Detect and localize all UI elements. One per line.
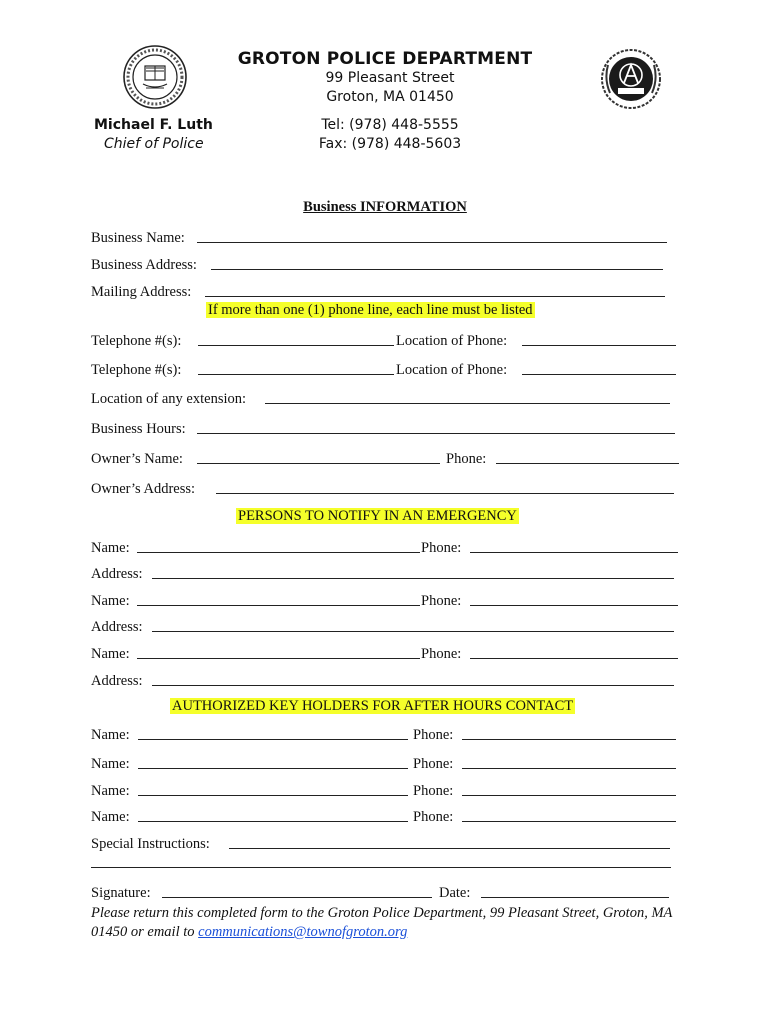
emergency-address-row [0, 564, 770, 584]
section-title: Business INFORMATION [303, 199, 467, 215]
owner-phone-field[interactable] [496, 463, 679, 464]
keyholder-name-label: Name: [91, 809, 130, 825]
keyholder-row [0, 725, 770, 745]
keyholders-heading [170, 697, 575, 715]
keyholder-name-field[interactable] [138, 795, 408, 796]
mailing-address-label: Mailing Address: [91, 284, 192, 300]
emergency-name-row [0, 538, 770, 558]
telephone-row-1 [0, 331, 770, 351]
keyholder-phone-label: Phone: [413, 727, 454, 743]
keyholder-name-label: Name: [91, 756, 130, 772]
emergency-phone-field[interactable] [470, 605, 678, 606]
location-of-phone-field[interactable] [522, 345, 676, 346]
return-instructions-text: Please return this completed form to the Groton Police Department, 99 Pleasant Street, Groton, MA 01450 or email to [91, 905, 673, 940]
location-of-phone-label: Location of Phone: [396, 362, 508, 378]
emergency-address-row [0, 617, 770, 637]
mailing-address-field[interactable] [205, 296, 665, 297]
telephone-number: Tel: (978) 448-5555 [321, 117, 459, 133]
owner-name-row [0, 449, 770, 469]
keyholder-name-label: Name: [91, 783, 130, 799]
email-link[interactable]: communications@townofgroton.org [198, 924, 408, 940]
special-instructions-label: Special Instructions: [91, 836, 210, 852]
chief-name: Michael F. Luth [94, 117, 213, 133]
emergency-phone-label: Phone: [421, 646, 462, 662]
telephone-field[interactable] [198, 345, 394, 346]
department-title: GROTON POLICE DEPARTMENT [237, 49, 533, 69]
keyholder-phone-field[interactable] [462, 821, 676, 822]
emergency-address-label: Address: [91, 566, 143, 582]
keyholder-phone-label: Phone: [413, 756, 454, 772]
owner-address-field[interactable] [216, 493, 674, 494]
date-label: Date: [439, 885, 471, 901]
keyholder-row [0, 807, 770, 827]
special-instructions-row [0, 834, 770, 854]
date-field[interactable] [481, 897, 669, 898]
emergency-address-row [0, 671, 770, 691]
location-of-phone-label: Location of Phone: [396, 333, 508, 349]
location-of-phone-field[interactable] [522, 374, 676, 375]
phone-line-note-text: If more than one (1) phone line, each line must be listed [208, 302, 533, 318]
telephone-label: Telephone #(s): [91, 333, 182, 349]
emergency-name-label: Name: [91, 646, 130, 662]
street-address: 99 Pleasant Street [325, 70, 455, 86]
owner-phone-label: Phone: [446, 451, 487, 467]
emergency-name-label: Name: [91, 540, 130, 556]
business-address-label: Business Address: [91, 257, 197, 273]
extension-field[interactable] [265, 403, 670, 404]
keyholder-phone-field[interactable] [462, 795, 676, 796]
emergency-name-field[interactable] [137, 605, 420, 606]
keyholder-phone-label: Phone: [413, 783, 454, 799]
telephone-label: Telephone #(s): [91, 362, 182, 378]
business-hours-label: Business Hours: [91, 421, 186, 437]
signature-field[interactable] [162, 897, 432, 898]
keyholder-name-field[interactable] [138, 739, 408, 740]
emergency-name-label: Name: [91, 593, 130, 609]
emergency-address-field[interactable] [152, 631, 674, 632]
emergency-phone-label: Phone: [421, 540, 462, 556]
keyholder-phone-field[interactable] [462, 739, 676, 740]
emergency-name-field[interactable] [137, 552, 420, 553]
emergency-heading-text: PERSONS TO NOTIFY IN AN EMERGENCY [238, 508, 517, 524]
owner-address-label: Owner’s Address: [91, 481, 196, 497]
business-hours-field[interactable] [197, 433, 675, 434]
keyholder-name-field[interactable] [138, 768, 408, 769]
business-name-label: Business Name: [91, 230, 185, 246]
return-instructions [91, 904, 691, 942]
emergency-name-row [0, 644, 770, 664]
business-name-field[interactable] [197, 242, 667, 243]
chief-title: Chief of Police [104, 136, 204, 152]
emergency-address-field[interactable] [152, 578, 674, 579]
signature-label: Signature: [91, 885, 151, 901]
special-instructions-field[interactable] [229, 848, 670, 849]
emergency-name-row [0, 591, 770, 611]
emergency-address-field[interactable] [152, 685, 674, 686]
keyholder-name-label: Name: [91, 727, 130, 743]
owner-name-label: Owner’s Name: [91, 451, 183, 467]
special-instructions-field-line2[interactable] [91, 867, 671, 868]
emergency-name-field[interactable] [137, 658, 420, 659]
emergency-phone-field[interactable] [470, 552, 678, 553]
emergency-address-label: Address: [91, 619, 143, 635]
business-hours-row [0, 419, 770, 439]
emergency-phone-field[interactable] [470, 658, 678, 659]
phone-line-note [206, 301, 535, 319]
extension-row [0, 389, 770, 409]
business-address-row [0, 255, 770, 275]
emergency-phone-label: Phone: [421, 593, 462, 609]
mailing-address-row [0, 282, 770, 302]
special-instructions-continuation [0, 853, 770, 873]
signature-row [0, 883, 770, 903]
emergency-address-label: Address: [91, 673, 143, 689]
keyholder-phone-field[interactable] [462, 768, 676, 769]
keyholder-row [0, 781, 770, 801]
keyholders-heading-text: AUTHORIZED KEY HOLDERS FOR AFTER HOURS CONTACT [172, 698, 574, 714]
owner-name-field[interactable] [197, 463, 440, 464]
business-address-field[interactable] [211, 269, 663, 270]
telephone-row-2 [0, 360, 770, 380]
keyholder-phone-label: Phone: [413, 809, 454, 825]
business-name-row [0, 228, 770, 248]
emergency-heading [236, 507, 519, 525]
owner-address-row [0, 479, 770, 499]
telephone-field[interactable] [198, 374, 394, 375]
extension-label: Location of any extension: [91, 391, 247, 407]
fax-number: Fax: (978) 448-5603 [318, 136, 462, 152]
keyholder-row [0, 754, 770, 774]
city-state-zip: Groton, MA 01450 [326, 89, 454, 105]
keyholder-name-field[interactable] [138, 821, 408, 822]
